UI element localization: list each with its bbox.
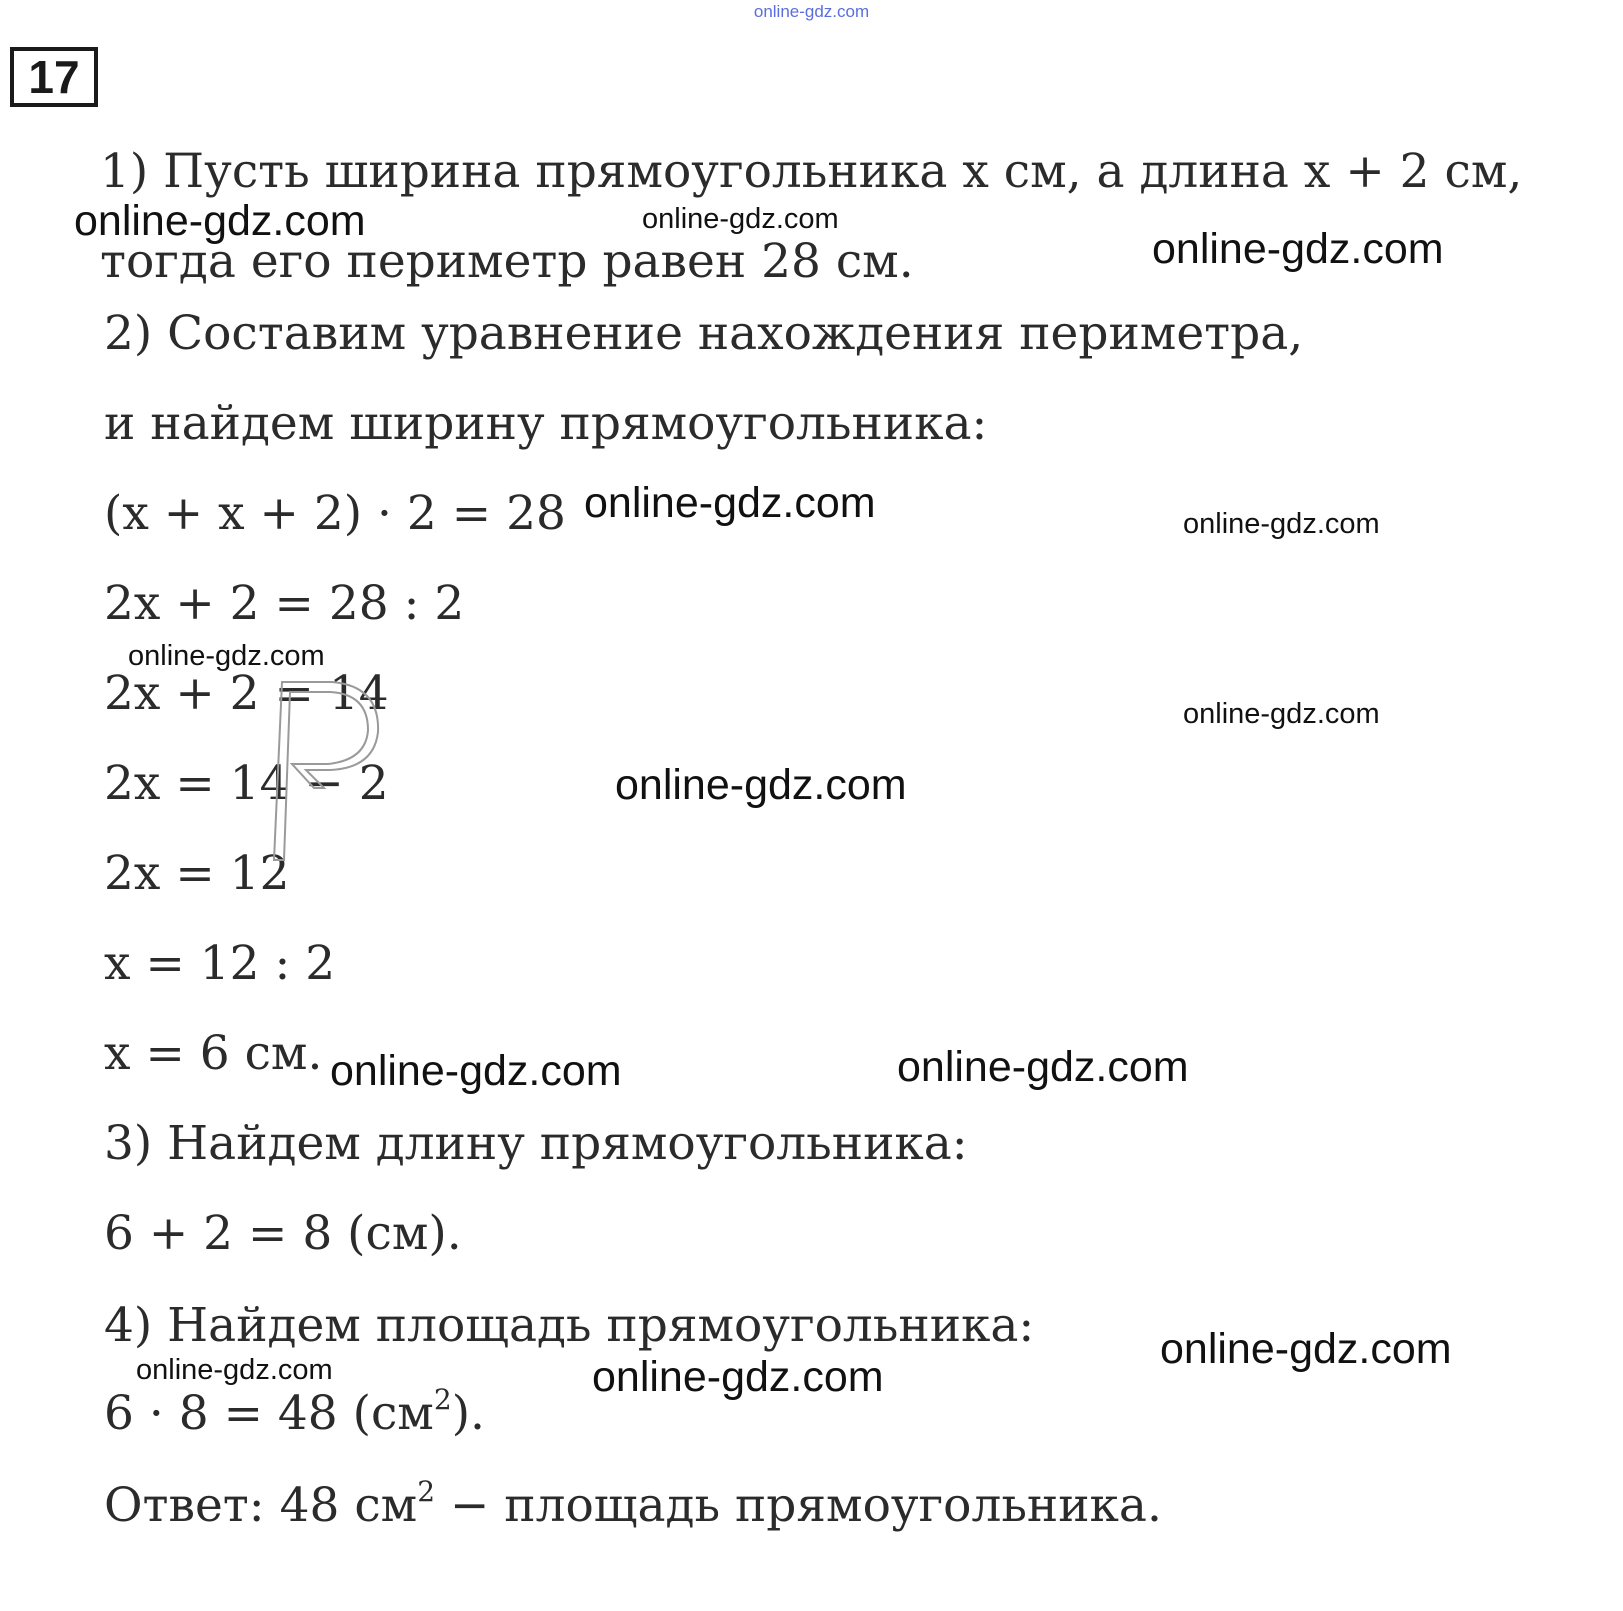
equation-1: (x + x + 2) · 2 = 28 [104,486,566,541]
solution-line-step4: 4) Найдем площадь прямоугольника: [104,1298,1035,1353]
equation-area-text: 6 · 8 = 48 (см [104,1386,434,1441]
watermark: online-gdz.com [1160,1325,1452,1373]
equation-4: 2x = 14 − 2 [104,756,389,811]
equation-2: 2x + 2 = 28 : 2 [104,576,465,631]
watermark: online-gdz.com [330,1047,622,1095]
equation-area-sup: 2 [433,1383,452,1416]
watermark: online-gdz.com [1183,508,1380,540]
equation-area-tail: ). [451,1386,485,1441]
solution-line-1: 1) Пусть ширина прямоугольника x см, а длина x + 2 см, [100,144,1523,199]
answer-prefix: Ответ: 48 см [104,1478,418,1533]
watermark: online-gdz.com [592,1353,884,1401]
task-number-box: 17 [10,47,98,107]
equation-5: 2x = 12 [104,846,290,901]
answer-sup: 2 [417,1475,436,1508]
watermark: online-gdz.com [136,1354,333,1386]
equation-7: x = 6 см. [104,1026,323,1081]
equation-area [104,1383,485,1441]
solution-line-4: и найдем ширину прямоугольника: [104,396,988,451]
watermark: online-gdz.com [1183,698,1380,730]
watermark: online-gdz.com [615,761,907,809]
answer-line [104,1475,1162,1533]
watermark: online-gdz.com [642,203,839,235]
watermark: online-gdz.com [897,1043,1189,1091]
equation-length: 6 + 2 = 8 (см). [104,1206,462,1261]
equation-3: 2x + 2 = 14 [104,666,389,721]
solution-line-step3: 3) Найдем длину прямоугольника: [104,1116,968,1171]
answer-suffix: − площадь прямоугольника. [435,1478,1162,1533]
watermark: online-gdz.com [1152,225,1444,273]
watermark: online-gdz.com [584,479,876,527]
top-watermark: online-gdz.com [753,2,870,21]
solution-line-2: тогда его периметр равен 28 см. [100,234,914,289]
equation-6: x = 12 : 2 [104,936,336,991]
watermark: online-gdz.com [74,197,366,245]
stamp-mark-icon [262,668,392,868]
solution-line-3: 2) Составим уравнение нахождения периметра, [104,306,1304,361]
watermark: online-gdz.com [128,640,325,672]
